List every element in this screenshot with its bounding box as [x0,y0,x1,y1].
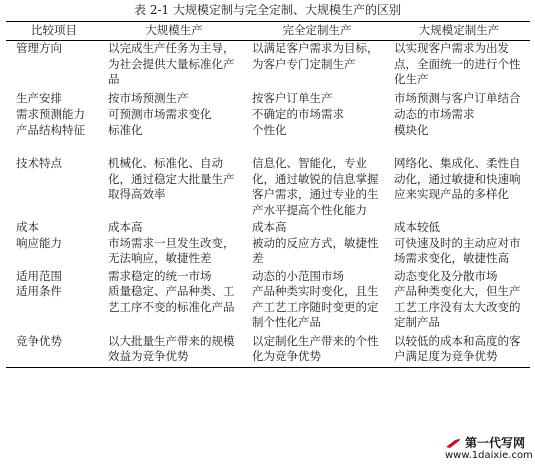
cell-mass-customization: 以实现客户需求为出发点，全面统一的进行个性化生产 [394,41,521,86]
cell-mass-production: 以完成生产任务为主导，为社会提供大量标准化产品 [108,41,235,86]
cell-full-customization: 个性化 [252,122,287,137]
column-header-mass-production: 大规模生产 [102,22,246,41]
cell-mass-customization: 成本较低 [394,220,440,234]
cell-mass-customization: 产品种类变化大，但生产工艺工序没有太大改变的定制产品 [394,284,521,329]
comparison-table [6,21,530,368]
table-row [6,284,530,331]
table-row [6,218,530,236]
table-row [6,41,530,88]
table-row [6,88,530,107]
cell-full-customization: 产品种类实时变化，且生产工艺工序随时变更的定制个性化产品 [252,284,379,329]
column-header-item: 比较项目 [6,22,102,41]
cell-full-customization: 按客户订单生产 [252,90,333,105]
cell-mass-customization: 模块化 [394,122,429,137]
column-header-mass-customization: 大规模定制生产 [388,22,530,41]
row-label: 成本 [16,220,39,234]
cell-full-customization: 成本高 [252,220,287,234]
cell-full-customization: 以满足客户需求为目标，为客户专门定制生产 [252,41,379,71]
row-label: 需求预测能力 [16,107,85,121]
table-header-row [6,22,530,41]
table-row [6,154,530,218]
row-label: 竞争优势 [6,331,102,368]
table-row [6,236,530,267]
cell-mass-production: 以大批量生产带来的规模效益为竞争优势 [102,331,246,368]
cell-mass-production: 质量稳定、产品种类、工艺工序不变的标准化产品 [108,284,235,314]
cell-mass-production: 市场需求一旦发生改变，无法响应，敏捷性差 [108,235,235,265]
row-label: 产品结构特征 [16,122,85,137]
cell-mass-customization: 可快速及时的主动应对市场需求变化，敏捷性高 [394,235,521,265]
cell-mass-production: 需求稳定的统一市场 [108,268,212,283]
cell-mass-production: 机械化、标准化、自动化，通过稳定大批量生产取得高效率 [108,156,235,201]
row-label: 生产安排 [16,90,62,105]
row-label: 管理方向 [16,41,62,55]
cell-mass-production: 按市场预测生产 [108,90,189,105]
table-row [6,331,530,368]
table-row [6,106,530,123]
cell-mass-customization: 动态的市场需求 [394,107,475,121]
cell-mass-customization: 以较低的成本和高度的客户满足度为竞争优势 [388,331,530,368]
row-label: 适用条件 [16,284,62,298]
cell-mass-production: 成本高 [108,220,143,234]
row-label: 响应能力 [16,235,62,250]
cell-full-customization: 被动的反应方式，敏捷性差 [252,235,379,265]
table-row [6,267,530,285]
column-header-full-customization: 完全定制生产 [246,22,388,41]
table-row [6,123,530,155]
cell-full-customization: 以定制化生产带来的个性化为竞争优势 [246,331,388,368]
pen-logo-icon [445,438,461,449]
table-caption: 表 2-1 大规模定制与完全定制、大规模生产的区别 [134,3,401,17]
cell-full-customization: 动态的小范围市场 [252,268,344,283]
cell-mass-production: 可预测市场需求变化 [108,107,212,121]
watermark-site-name: 第一代写网 [465,436,526,450]
cell-full-customization: 不确定的市场需求 [252,107,344,121]
cell-mass-production: 标准化 [108,122,143,137]
cell-mass-customization: 动态变化及分散市场 [394,268,498,283]
cell-mass-customization: 市场预测与客户订单结合 [394,90,521,105]
row-label: 技术特点 [16,156,62,170]
watermark-site-url: www.1daixie.com [445,450,533,461]
cell-full-customization: 信息化、智能化，专业化，通过敏锐的信息掌握客户需求，通过专业的生产水平提高个性化能力 [252,156,379,217]
site-watermark [443,436,533,463]
row-label: 适用范围 [16,268,62,283]
cell-mass-customization: 网络化、集成化、柔性自动化，通过敏捷和快速响应来实现产品的多样化 [394,156,521,201]
